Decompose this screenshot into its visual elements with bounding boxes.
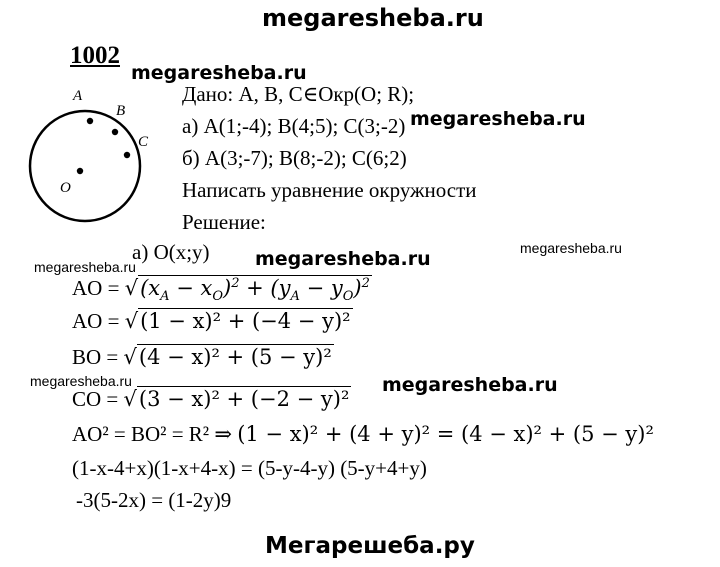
formula-bo-radicand: (4 − x)² + (5 − y)² [138,345,332,369]
footer-watermark: Мегарешеба.ру [265,533,475,559]
label-c: C [138,134,149,150]
formula-co-radicand: (3 − x)² + (−2 − y)² [138,387,350,411]
sqrt-sign: √ [124,309,139,333]
point-c [124,152,130,158]
circle-diagram [18,82,168,242]
watermark-mid-3: megaresheba.ru [255,248,431,270]
watermark-mid-1: megaresheba.ru [131,62,307,84]
circle-outline [30,111,140,221]
watermark-small-3: megaresheba.ru [30,373,132,389]
watermark-mid-4: megaresheba.ru [382,374,558,396]
formula-ao [72,308,353,334]
formula-equality [72,422,654,447]
watermark-small-1: megaresheba.ru [520,240,622,256]
point-o [77,168,83,174]
solution-label: Решение: [182,210,266,234]
formula-equality-lhs: AO² = BO² = R² ⇒ [72,422,232,446]
point-a [87,118,93,124]
watermark-small-2: megaresheba.ru [34,259,136,275]
formula-final: -3(5-2x) = (1-2y)9 [76,488,232,512]
center-label: а) O(x;y) [132,240,210,264]
watermark-mid-2: megaresheba.ru [410,108,586,130]
problem-number: 1002 [70,42,120,69]
formula-ao-lhs: AO = [72,309,120,333]
formula-ao-general-lhs: AO = [72,276,120,300]
given-statement: Дано: A, B, C∈Окр(O; R); [182,82,415,106]
point-b [112,129,118,135]
case-b-points: б) A(3;-7); B(8;-2); C(6;2) [182,146,407,170]
formula-ao-general [72,275,372,304]
sqrt-sign: √ [124,276,139,300]
formula-ao-radicand: (1 − x)² + (−4 − y)² [140,309,351,333]
label-a: A [73,88,83,104]
formula-bo [72,344,334,370]
sqrt-sign: √ [123,387,137,411]
formula-co-lhs: CO = [72,387,119,411]
case-a-points: а) A(1;-4); B(4;5); C(3;-2) [182,114,406,138]
label-b: B [116,103,126,119]
header-watermark: megaresheba.ru [262,4,484,32]
sqrt-sign: √ [123,345,137,369]
formula-equality-rhs: (1 − x)² + (4 + y)² = (4 − x)² + (5 − y)² [237,422,654,446]
formula-product: (1-x-4+x)(1-x+4-x) = (5-y-4-y) (5-y+4+y) [72,456,427,480]
label-o: O [60,180,71,196]
formula-bo-lhs: BO = [72,345,119,369]
formula-ao-general-radicand: $(x_A - x_O)^2 + (y_A - y_O)^2$ [140,276,370,305]
task-statement: Написать уравнение окружности [182,178,477,202]
formula-co [72,386,351,412]
